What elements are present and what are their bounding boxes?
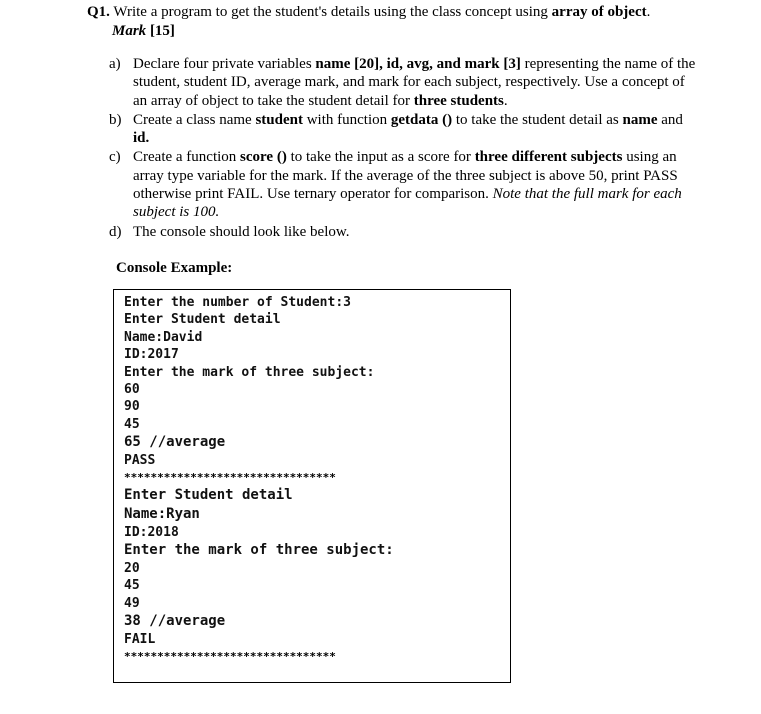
console-example-box (113, 289, 511, 683)
requirement-text: Note that the full mark for each subject is 100. (133, 186, 682, 221)
mark-value: [15] (149, 23, 175, 39)
requirement-text: student (255, 111, 303, 128)
console-line: ID:2017 (124, 347, 179, 363)
requirement-text: representing the name of the student, student ID, average mark, and mark for each subject, respectively. Use a concept of an array of object to take the student detail for (133, 56, 696, 109)
console-line: 65 //average (124, 434, 226, 451)
console-line: 45 (124, 416, 140, 432)
requirement-text: Create a class name (133, 111, 256, 128)
requirement-text: three different subjects (474, 149, 623, 166)
requirement-text: name [20], id, avg, and mark [3] (315, 56, 521, 72)
question-mark (87, 22, 747, 41)
requirement-label: d) (109, 223, 122, 240)
requirement-text: getdata () (390, 111, 453, 128)
console-line: Enter the mark of three subject: (124, 364, 375, 380)
console-title: Console Example: (116, 260, 233, 276)
requirement-text: name (622, 111, 658, 128)
requirement-text: Declare four private variables (133, 56, 316, 72)
requirement-text: . (503, 92, 508, 109)
requirement-text: score () (240, 149, 287, 166)
console-line: PASS (124, 453, 156, 469)
requirement-item (109, 55, 701, 110)
console-line: Name:Ryan (124, 505, 200, 522)
requirement-text: to take the student detail as (452, 111, 623, 128)
requirement-item (109, 148, 701, 221)
question-number: Q1. (87, 4, 110, 20)
console-line: FAIL (124, 632, 156, 648)
console-separator: ******************************** (124, 470, 336, 484)
console-line: Enter Student detail (124, 312, 281, 328)
console-line: 90 (124, 399, 140, 415)
console-line: 60 (124, 382, 140, 398)
mark-label: Mark (112, 23, 147, 39)
requirement-item (109, 223, 701, 241)
console-line: 20 (124, 561, 140, 577)
console-line: Enter the number of Student:3 (124, 295, 351, 310)
requirement-text: to take the input as a score for (286, 149, 475, 166)
requirement-item (109, 111, 701, 148)
console-line: Name:David (124, 329, 203, 345)
requirement-text: id. (133, 130, 150, 147)
console-line: ID:2018 (124, 524, 179, 540)
console-line: 45 (124, 578, 140, 594)
question-text-end: . (646, 4, 651, 20)
requirement-label: b) (109, 111, 122, 128)
question-text: Write a program to get the student's details using the class concept using (113, 4, 548, 20)
requirement-text: The console should look like below. (133, 223, 350, 240)
console-line: 49 (124, 595, 140, 611)
console-line: Enter Student detail (124, 486, 293, 503)
console-line: Enter the mark of three subject: (124, 542, 394, 559)
requirement-text: Create a function (133, 149, 241, 166)
requirement-text: using an array type variable for the mark. If the average of the three subject is above 50, print PASS otherwise print FAIL. Use ternary operator for comparison. (133, 149, 678, 203)
question-text-bold: array of object (551, 4, 647, 20)
console-line: 38 //average (124, 613, 226, 630)
question-heading (87, 3, 747, 41)
requirement-label: c) (109, 149, 121, 166)
requirement-label: a) (109, 56, 121, 72)
requirements-list (109, 55, 701, 242)
console-separator: ******************************** (124, 649, 336, 663)
requirement-text: and (657, 111, 683, 128)
requirement-text: three students (413, 92, 504, 109)
requirement-text: with function (302, 111, 391, 128)
